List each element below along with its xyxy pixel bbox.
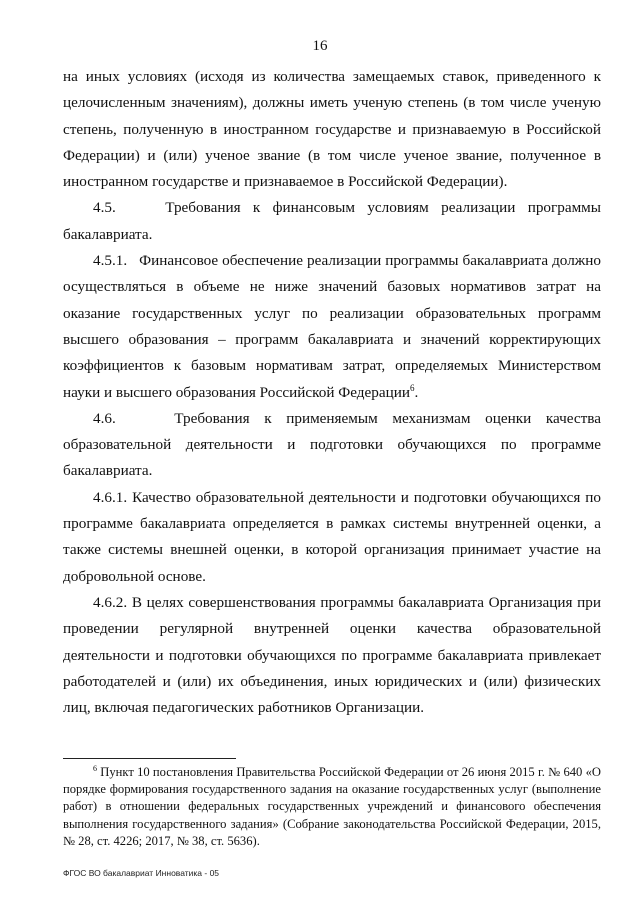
paragraph-4-6-1: 4.6.1. Качество образовательной деятельности и подготовки обучающихся по программе бакалавриата определяется в рамках системы внутренней оценки, а также системы внешней оценки, в которой организация принимает участие на добровольной основе.	[63, 488, 601, 585]
paragraph-4-5: 4.5. Требования к финансовым условиям реализации программы бакалавриата.	[63, 199, 601, 243]
footnote-marker: 6	[93, 763, 97, 773]
paragraph-4-6-2: 4.6.2. В целях совершенствования программы бакалавриата Организация при проведении регулярной внутренней оценки качества образовательной деятельности и подготовки обучающихся по программе бакалавриата привлекает работодателей и (или) их объединения, иных юридических и (или) физических лиц, включая педагогических работников Организации.	[63, 593, 601, 717]
footnote-text-block	[63, 764, 601, 850]
paragraph-4-5-1-tail: .	[414, 383, 419, 401]
footnote-text: Пункт 10 постановления Правительства Российской Федерации от 26 июня 2015 г. № 640 «О порядке формирования государственного задания на оказание государственных услуг (выполнение работ) в отношении федеральных государственных учреждений и финансового обеспечения выполнения государственного задания» (Собрание законодательства Российской Федерации, 2015, № 28, ст. 4226; 2017, № 38, ст. 5636).	[63, 765, 601, 848]
paragraph-continuation: на иных условиях (исходя из количества замещаемых ставок, приведенного к целочисленным значениям), должны иметь ученую степень (в том числе ученую степень, полученную в иностранном государстве и признаваемую в Российской Федерации) и (или) ученое звание (в том числе ученое звание, полученное в иностранном государстве и признаваемое в Российской Федерации).	[63, 68, 601, 191]
paragraph-4-5-1	[63, 248, 601, 406]
footnote-separator	[63, 758, 236, 759]
paragraph-4-5-1-text: 4.5.1. Финансовое обеспечение реализации программы бакалавриата должно осуществляться в объеме не ниже значений базовых нормативов затрат на оказание государственных услуг по реализации образовательных программ высшего образования – программ бакалавриата и значений корректирующих коэффициентов к базовым нормативам затрат, определяемых Министерством науки и высшего образования Российской Федерации	[63, 252, 601, 401]
footnote-reference[interactable]: 6	[410, 382, 415, 393]
paragraph-4-6: 4.6. Требования к применяемым механизмам оценки качества образовательной деятельности и подготовки обучающихся по программе бакалавриата.	[63, 409, 601, 480]
document-footer-mark: ФГОС ВО бакалавриат Инноватика - 05	[63, 868, 220, 878]
body-text	[63, 64, 601, 721]
footnote	[63, 764, 601, 850]
page-number: 16	[312, 38, 328, 54]
